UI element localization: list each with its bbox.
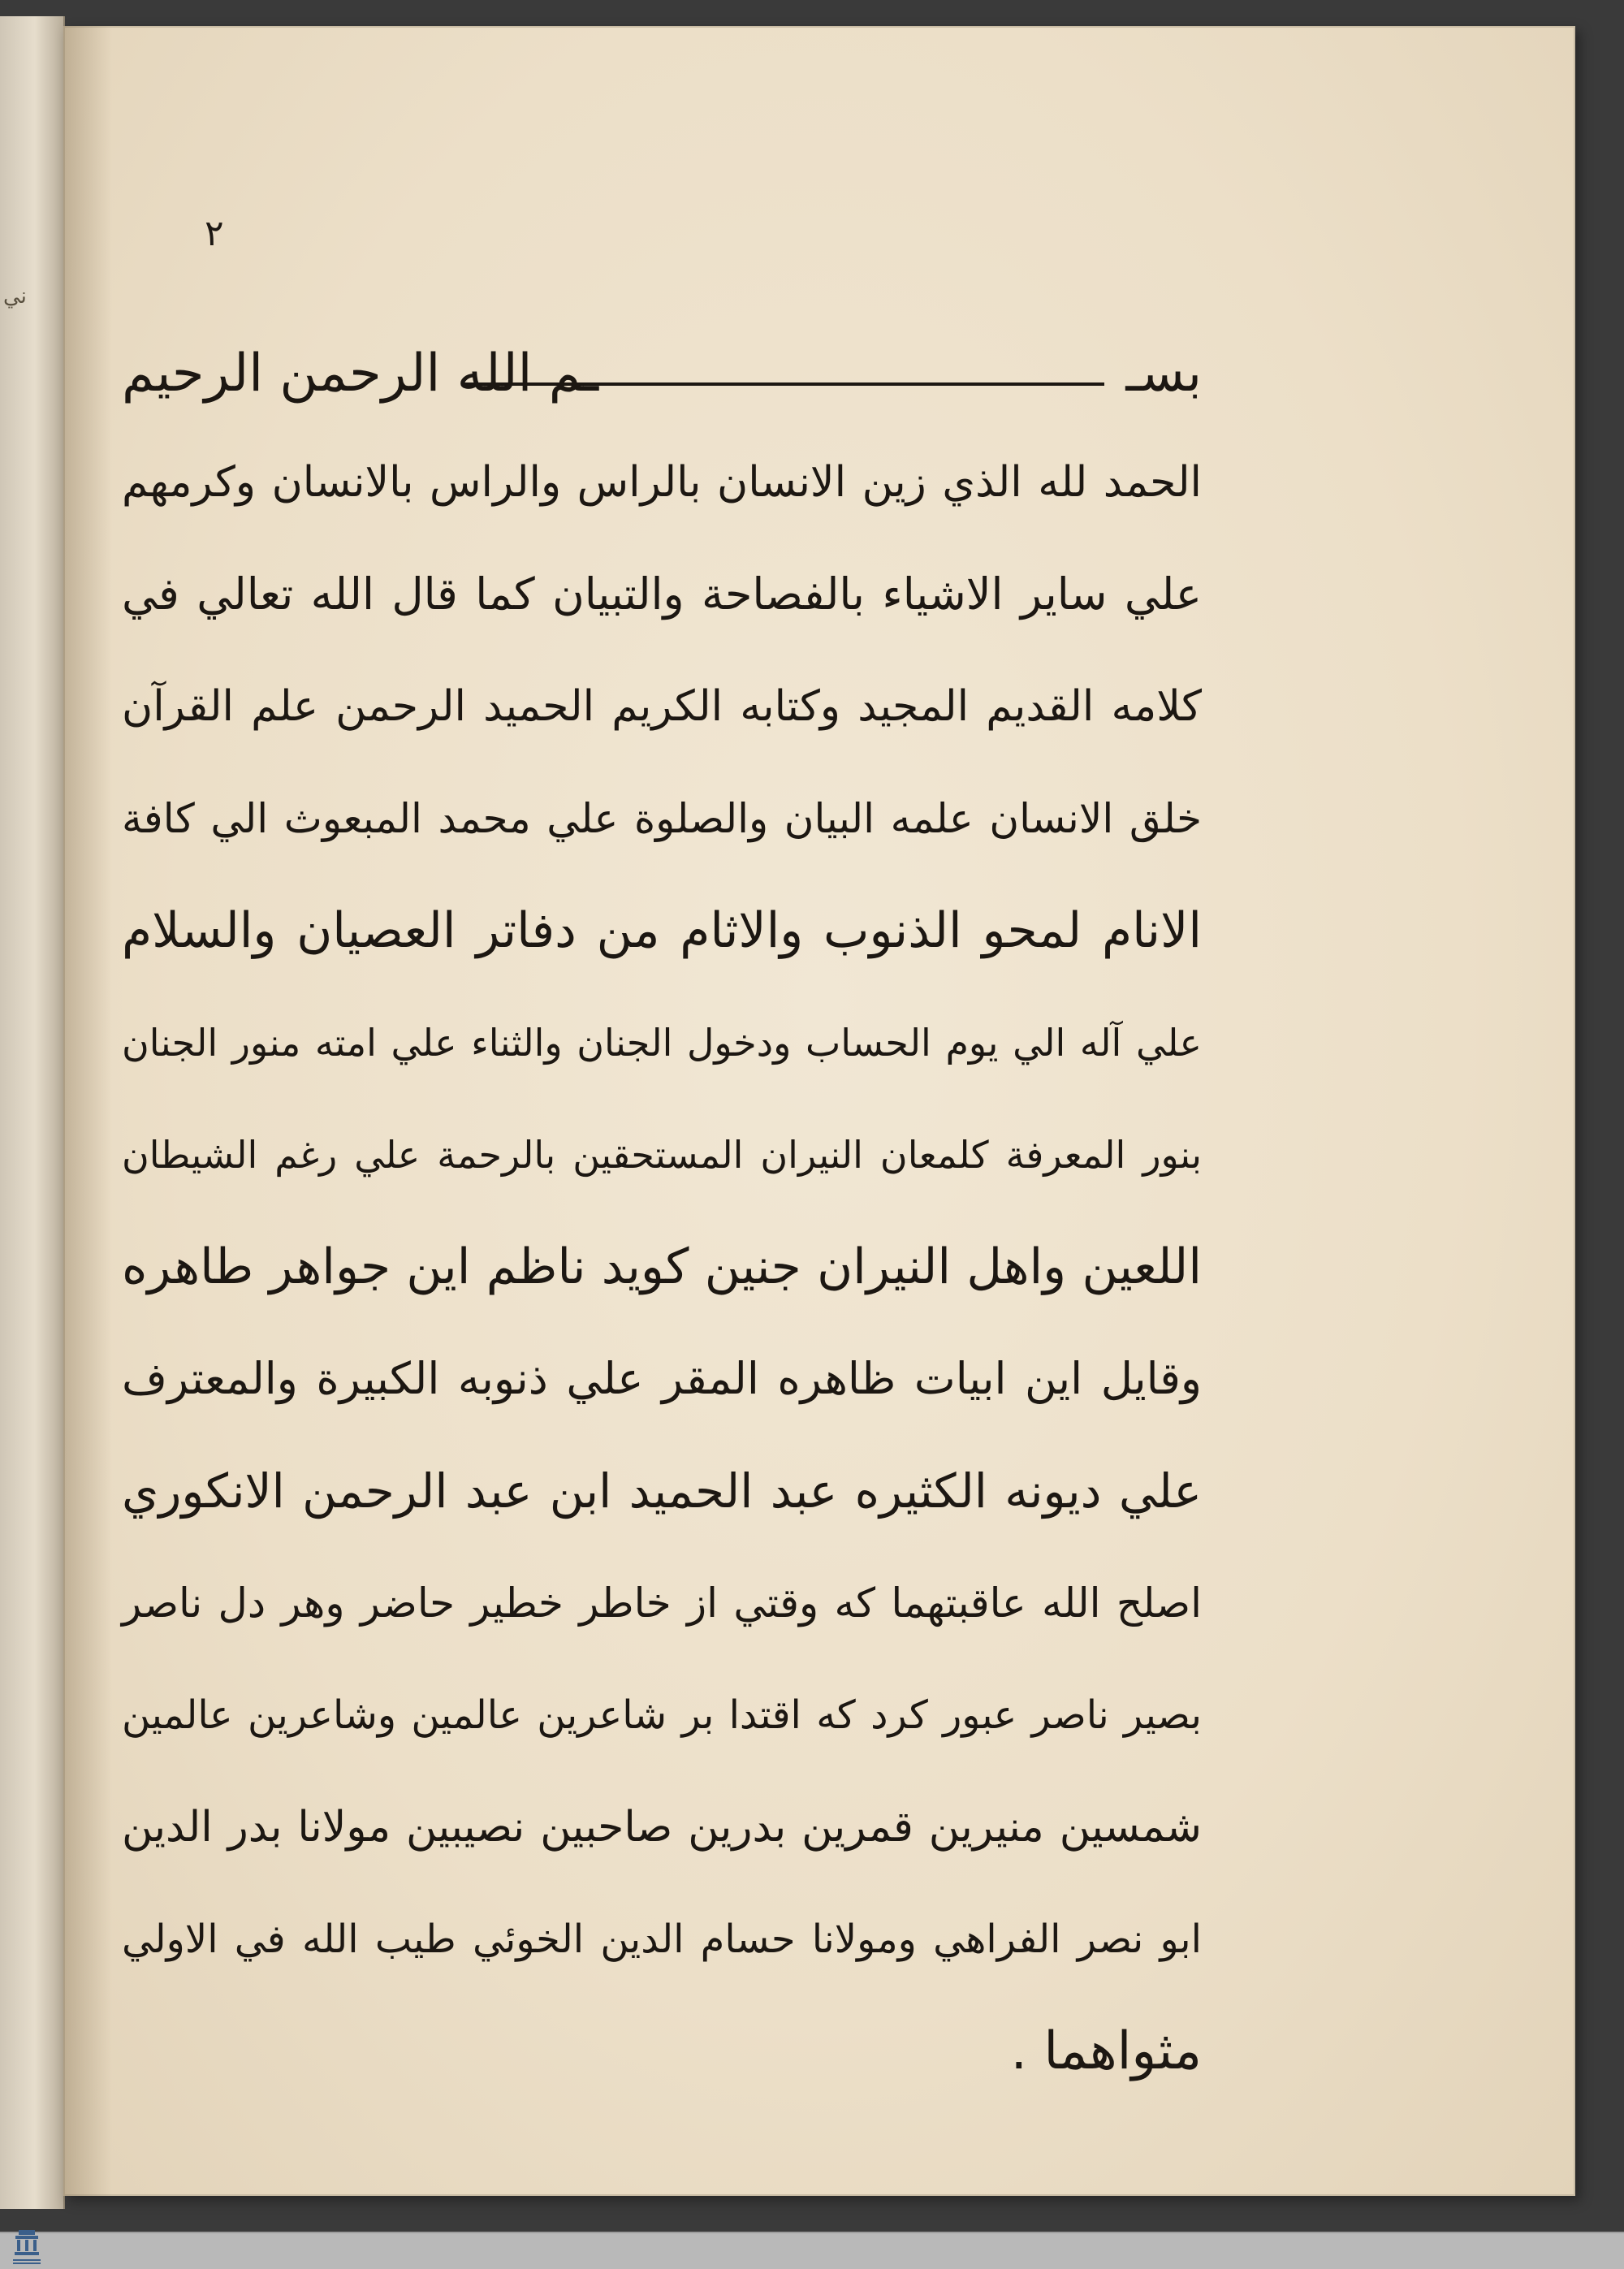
text-line: وقايل اين ابيات ظاهره المقر علي ذنوبه الكبيرة والمعترف: [122, 1353, 1202, 1404]
text-line-final: مثواهما .: [1010, 2021, 1202, 2081]
basmala-line: [122, 321, 1202, 426]
facing-page-edge: [0, 16, 65, 2209]
basmala-end: ـم الله الرحمن الرحيم: [122, 344, 599, 404]
manuscript-text-block: [122, 321, 1202, 2107]
facing-page-margin-text: ني: [3, 284, 27, 309]
text-line: بنور المعرفة كلمعان النيران المستحقين بالرحمة علي رغم الشيطان: [122, 1133, 1202, 1177]
text-line: اللعين واهل النيران جنين كويد ناظم اين جواهر طاهره: [122, 1238, 1202, 1295]
text-line: الانام لمحو الذنوب والاثام من دفاتر العصيان والسلام: [122, 902, 1202, 959]
basmala-start: بسـ: [1125, 344, 1202, 404]
folio-mark: ٢: [205, 213, 224, 254]
text-line: ابو نصر الفراهي ومولانا حسام الدين الخوئي طيب الله في الاولي: [122, 1917, 1202, 1962]
text-line: بصير ناصر عبور كرد كه اقتدا بر شاعرين عالمين وشاعرين عالمين: [122, 1692, 1202, 1738]
text-line: علي آله الي يوم الحساب ودخول الجنان والثناء علي امته منور الجنان: [122, 1021, 1202, 1065]
viewer-footer-bar: [0, 2232, 1624, 2269]
text-line: علي ساير الاشياء بالفصاحة والتبيان كما قال الله تعالي في: [122, 568, 1202, 620]
text-line: علي ديونه الكثيره عبد الحميد ابن عبد الرحمن الانكوري: [122, 1463, 1202, 1519]
library-logo-icon: [8, 2227, 45, 2266]
text-line: شمسين منيرين قمرين بدرين صاحبين نصيبين مولانا بدر الدين: [122, 1803, 1202, 1852]
text-line: خلق الانسان علمه البيان والصلوة علي محمد المبعوث الي كافة: [122, 795, 1202, 842]
text-line: كلامه القديم المجيد وكتابه الكريم الحميد الرحمن علم القرآن: [122, 682, 1202, 731]
text-line: الحمد لله الذي زين الانسان بالراس والراس بالانسان وكرمهم: [122, 458, 1202, 507]
gutter-shadow: [63, 26, 112, 2196]
text-line: اصلح الله عاقبتهما كه وقتي از خاطر خطير حاضر وهر دل ناصر: [122, 1580, 1202, 1627]
